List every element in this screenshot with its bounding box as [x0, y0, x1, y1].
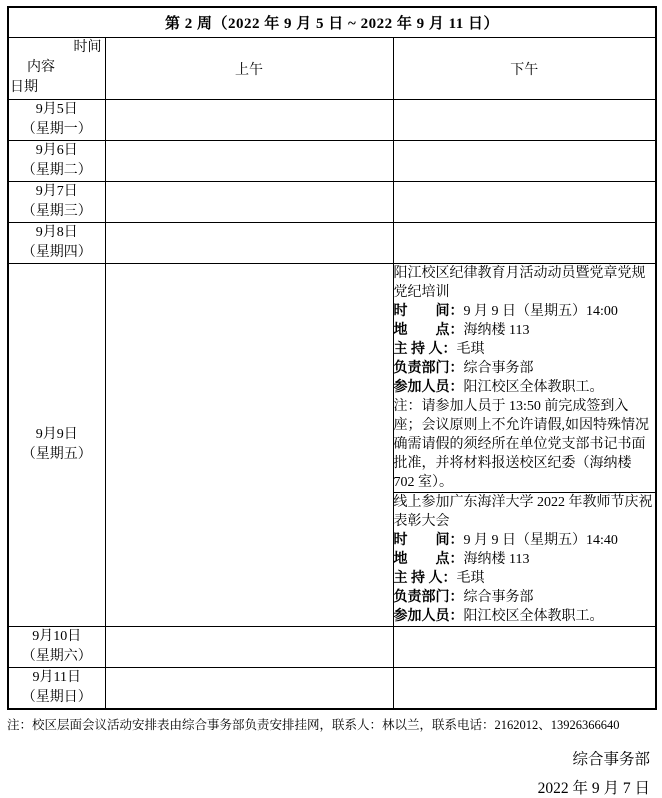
afternoon-cell	[393, 627, 656, 668]
signature-department: 综合事务部	[572, 751, 650, 768]
field-value: 海纳楼 113	[463, 323, 530, 338]
title-row	[8, 7, 656, 38]
event-field-department	[394, 588, 656, 607]
field-value: 阳江校区全体教职工。	[463, 380, 604, 395]
morning-column-header: 上午	[105, 38, 393, 100]
day-row-monday	[8, 100, 656, 141]
event-field-host	[394, 340, 656, 359]
date-cell	[8, 668, 105, 710]
field-label: 负责部门：	[393, 361, 464, 376]
weekday-label: （星期三）	[21, 204, 92, 219]
afternoon-cell	[393, 100, 656, 141]
field-value: 海纳楼 113	[463, 552, 530, 567]
morning-cell	[105, 223, 393, 264]
event-title: 线上参加广东海洋大学 2022 年教师节庆祝表彰大会	[393, 495, 653, 529]
weekday-label: （星期一）	[21, 122, 92, 137]
header-row	[8, 38, 656, 100]
event-field-host	[394, 569, 656, 588]
weekday-label: （星期四）	[21, 245, 92, 260]
event-field-time	[394, 531, 656, 550]
schedule-table	[7, 6, 657, 710]
field-value: 阳江校区全体教职工。	[463, 609, 604, 624]
afternoon-cell	[393, 141, 656, 182]
field-label: 负责部门：	[393, 590, 464, 605]
date-cell	[8, 264, 105, 627]
corner-date-label: 日期	[10, 80, 38, 95]
event-field-participants	[394, 607, 656, 626]
day-row-friday	[8, 264, 656, 493]
field-value: 毛琪	[456, 342, 485, 357]
event-field-participants	[394, 378, 656, 397]
field-label: 地 点：	[393, 323, 464, 338]
day-row-tuesday	[8, 141, 656, 182]
event-field-time	[394, 302, 656, 321]
weekday-label: （星期日）	[21, 690, 92, 705]
event-field-place	[394, 550, 656, 569]
date-cell	[8, 182, 105, 223]
event-title: 阳江校区纪律教育月活动动员暨党章党规党纪培训	[393, 266, 646, 300]
afternoon-cell	[393, 668, 656, 710]
morning-cell	[105, 182, 393, 223]
field-label: 地 点：	[393, 552, 464, 567]
morning-cell	[105, 141, 393, 182]
event-field-department	[394, 359, 656, 378]
date-label: 9月5日	[35, 102, 78, 117]
date-label: 9月6日	[35, 143, 78, 158]
footer-note: 注：校区层面会议活动安排表由综合事务部负责安排挂网，联系人：林以兰，联系电话：2162012、13926366640	[7, 718, 620, 732]
afternoon-column-header: 下午	[393, 38, 656, 100]
date-label: 9月7日	[35, 184, 78, 199]
date-label: 9月11日	[32, 670, 81, 685]
afternoon-event-cell-2	[393, 493, 656, 627]
event-note: 注：请参加人员于 13:50 前完成签到入座；会议原则上不允许请假,如因特殊情况确需请假的须经所在单位党支部书记书面批准，并将材料报送校区纪委（海纳楼 702 室）。	[393, 399, 649, 490]
field-label: 主 持 人：	[393, 342, 457, 357]
field-label: 时 间：	[393, 304, 464, 319]
date-label: 9月8日	[35, 225, 78, 240]
date-cell	[8, 141, 105, 182]
date-label: 9月10日	[32, 629, 82, 644]
day-row-thursday	[8, 223, 656, 264]
corner-content-label: 内容	[27, 60, 55, 75]
field-value: 毛琪	[456, 571, 485, 586]
day-row-sunday	[8, 668, 656, 710]
weekday-label: （星期六）	[21, 649, 92, 664]
field-label: 时 间：	[393, 533, 464, 548]
field-label: 参加人员：	[393, 380, 464, 395]
morning-cell	[105, 264, 393, 627]
afternoon-event-cell-1	[393, 264, 656, 493]
field-label: 主 持 人：	[393, 571, 457, 586]
date-cell	[8, 223, 105, 264]
field-value: 9 月 9 日（星期五）14:00	[463, 304, 618, 319]
field-value: 综合事务部	[463, 361, 534, 376]
date-cell	[8, 627, 105, 668]
weekday-label: （星期五）	[21, 447, 92, 462]
morning-cell	[105, 627, 393, 668]
morning-cell	[105, 100, 393, 141]
date-cell	[8, 100, 105, 141]
field-value: 综合事务部	[463, 590, 534, 605]
afternoon-cell	[393, 182, 656, 223]
week-title: 第 2 周（2022 年 9 月 5 日 ~ 2022 年 9 月 11 日）	[8, 7, 656, 38]
field-label: 参加人员：	[393, 609, 464, 624]
signature-date: 2022 年 9 月 7 日	[537, 780, 650, 797]
day-row-wednesday	[8, 182, 656, 223]
field-value: 9 月 9 日（星期五）14:40	[463, 533, 618, 548]
afternoon-cell	[393, 223, 656, 264]
event-field-place	[394, 321, 656, 340]
morning-cell	[105, 668, 393, 710]
corner-time-label: 时间	[73, 40, 102, 55]
corner-header-cell	[8, 38, 105, 100]
weekday-label: （星期二）	[21, 163, 92, 178]
date-label: 9月9日	[35, 427, 78, 442]
day-row-saturday	[8, 627, 656, 668]
